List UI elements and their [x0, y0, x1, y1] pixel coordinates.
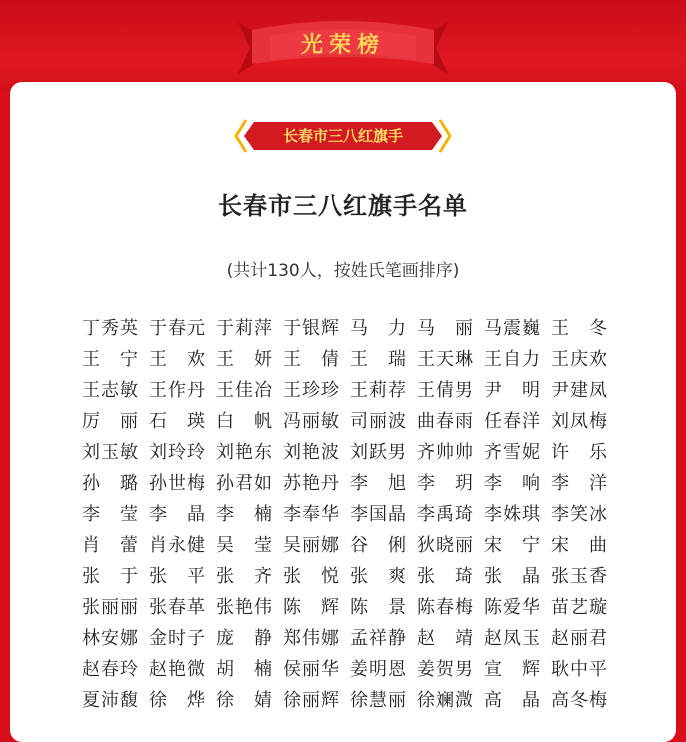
name-item: 丁秀英: [82, 318, 139, 339]
name-item: 王自力: [484, 349, 541, 370]
name-item: 徐斓溦: [417, 690, 474, 711]
name-item: 张 于: [82, 566, 139, 587]
banner-title: 光荣榜: [300, 33, 385, 58]
name-item: 孙世梅: [149, 473, 206, 494]
name-item: 陈爱华: [484, 597, 541, 618]
name-item: 林安娜: [82, 628, 139, 649]
name-item: 张 平: [149, 566, 206, 587]
name-item: 王天琳: [417, 349, 474, 370]
name-item: 刘跃男: [350, 442, 407, 463]
name-item: 陈春梅: [417, 597, 474, 618]
document-title: 长春市三八红旗手名单: [218, 192, 468, 220]
name-item: 王 宁: [82, 349, 139, 370]
name-item: 王佳冶: [216, 380, 273, 401]
name-item: 李奉华: [283, 504, 340, 525]
name-item: 肖永健: [149, 535, 206, 556]
name-item: 孙君如: [216, 473, 273, 494]
name-item: 宣 辉: [484, 659, 541, 680]
name-item: 张玉香: [551, 566, 608, 587]
name-item: 赵春玲: [82, 659, 139, 680]
name-item: 王 妍: [216, 349, 273, 370]
name-item: 张春革: [149, 597, 206, 618]
name-item: 刘凤梅: [551, 411, 608, 432]
name-item: 庞 静: [216, 628, 273, 649]
name-item: 于春元: [149, 318, 206, 339]
name-item: 高冬梅: [551, 690, 608, 711]
name-item: 张 爽: [350, 566, 407, 587]
name-item: 李 莹: [82, 504, 139, 525]
name-item: 金时子: [149, 628, 206, 649]
name-item: 马 丽: [417, 318, 474, 339]
name-item: 宋 曲: [551, 535, 608, 556]
name-item: 耿中平: [551, 659, 608, 680]
name-item: 李国晶: [350, 504, 407, 525]
name-item: 刘玉敏: [82, 442, 139, 463]
names-list: [82, 313, 622, 716]
name-item: 侯丽华: [283, 659, 340, 680]
name-item: 厉 丽: [82, 411, 139, 432]
name-item: 吴丽娜: [283, 535, 340, 556]
name-item: 李 晶: [149, 504, 206, 525]
name-item: 齐帅帅: [417, 442, 474, 463]
name-item: 李 旭: [350, 473, 407, 494]
name-item: 郑伟娜: [283, 628, 340, 649]
name-item: 张丽丽: [82, 597, 139, 618]
name-item: 赵 靖: [417, 628, 474, 649]
name-item: 王 冬: [551, 318, 608, 339]
name-item: 李 响: [484, 473, 541, 494]
name-item: 司丽波: [350, 411, 407, 432]
name-item: 狄晓丽: [417, 535, 474, 556]
name-item: 张艳伟: [216, 597, 273, 618]
name-item: 苏艳丹: [283, 473, 340, 494]
name-item: 王珍珍: [283, 380, 340, 401]
name-item: 王 欢: [149, 349, 206, 370]
name-item: 刘艳东: [216, 442, 273, 463]
name-item: 齐雪妮: [484, 442, 541, 463]
name-item: 徐 烨: [149, 690, 206, 711]
name-item: 白 帆: [216, 411, 273, 432]
name-item: 赵艳微: [149, 659, 206, 680]
name-item: 王 倩: [283, 349, 340, 370]
name-item: 刘玲玲: [149, 442, 206, 463]
name-item: 李禹琦: [417, 504, 474, 525]
name-item: 王 瑞: [350, 349, 407, 370]
name-item: 高 晶: [484, 690, 541, 711]
name-item: 陈 辉: [283, 597, 340, 618]
name-item: 王庆欢: [551, 349, 608, 370]
name-item: 徐 婧: [216, 690, 273, 711]
name-item: 苗艺璇: [551, 597, 608, 618]
name-item: 马 力: [350, 318, 407, 339]
document-subtitle: (共计130人，按姓氏笔画排序): [226, 261, 460, 281]
name-item: 胡 楠: [216, 659, 273, 680]
name-item: 尹 明: [484, 380, 541, 401]
name-item: 冯丽敏: [283, 411, 340, 432]
name-item: 夏沛馥: [82, 690, 139, 711]
name-item: 李 楠: [216, 504, 273, 525]
name-item: 孙 璐: [82, 473, 139, 494]
name-item: 任春洋: [484, 411, 541, 432]
name-item: 马震巍: [484, 318, 541, 339]
name-item: 于银辉: [283, 318, 340, 339]
name-item: 许 乐: [551, 442, 608, 463]
name-item: 姜明恩: [350, 659, 407, 680]
name-item: 李笑冰: [551, 504, 608, 525]
name-item: 李 玥: [417, 473, 474, 494]
name-item: 刘艳波: [283, 442, 340, 463]
name-item: 曲春雨: [417, 411, 474, 432]
name-item: 王倩男: [417, 380, 474, 401]
name-item: 石 瑛: [149, 411, 206, 432]
name-item: 王作丹: [149, 380, 206, 401]
banner-ribbon: [0, 0, 686, 90]
name-item: 陈 景: [350, 597, 407, 618]
name-item: 赵凤玉: [484, 628, 541, 649]
name-item: 张 悦: [283, 566, 340, 587]
name-item: 孟祥静: [350, 628, 407, 649]
name-item: 王志敏: [82, 380, 139, 401]
name-item: 赵丽君: [551, 628, 608, 649]
name-item: 吴 莹: [216, 535, 273, 556]
name-item: 张 齐: [216, 566, 273, 587]
name-item: 徐慧丽: [350, 690, 407, 711]
name-item: 张 晶: [484, 566, 541, 587]
name-item: 王莉荐: [350, 380, 407, 401]
name-item: 宋 宁: [484, 535, 541, 556]
name-item: 姜贺男: [417, 659, 474, 680]
name-item: 张 琦: [417, 566, 474, 587]
name-item: 徐丽辉: [283, 690, 340, 711]
badge-label: 长春市三八红旗手: [282, 127, 403, 145]
section-badge: [232, 116, 454, 156]
name-item: 于莉萍: [216, 318, 273, 339]
name-item: 李姝琪: [484, 504, 541, 525]
name-item: 李 洋: [551, 473, 608, 494]
name-item: 谷 俐: [350, 535, 407, 556]
name-item: 尹建凤: [551, 380, 608, 401]
name-item: 肖 蕾: [82, 535, 139, 556]
